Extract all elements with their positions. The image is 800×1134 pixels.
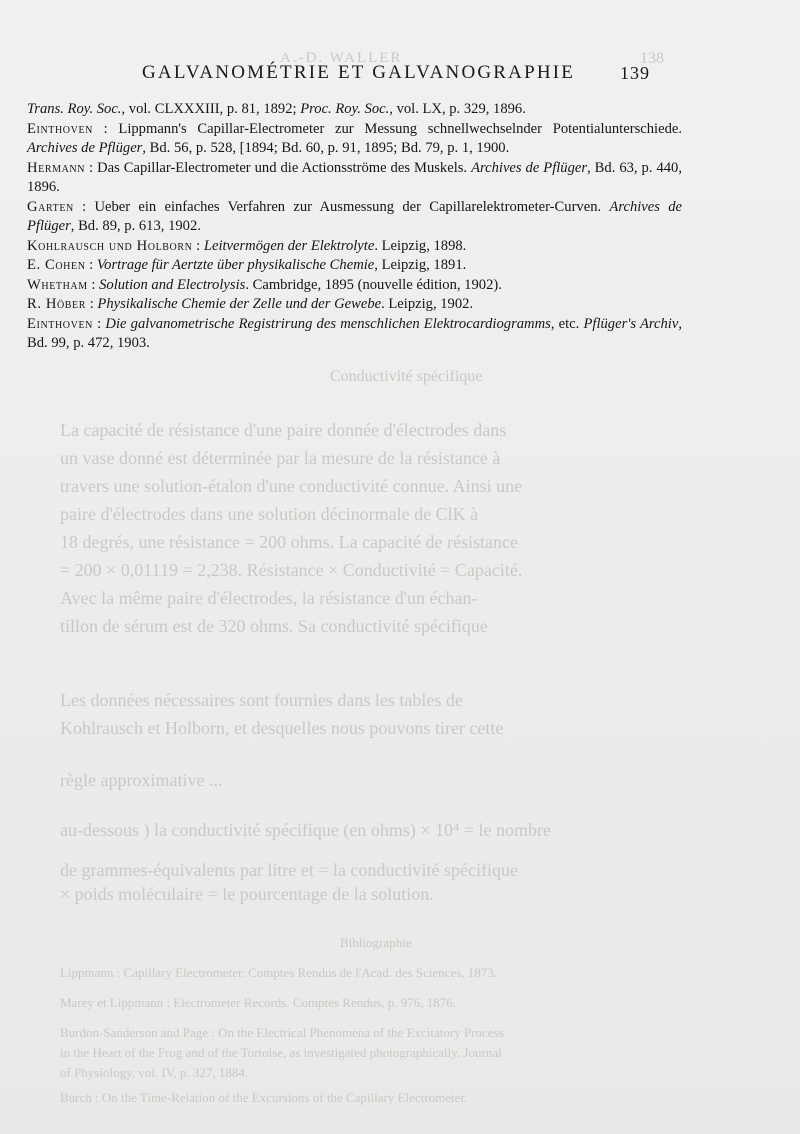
reference-text: : [86,296,98,312]
italic-title: Proc. Roy. Soc. [300,101,390,117]
reference-entry [27,276,682,296]
reference-text: , vol. LX, p. 329, 1896. [389,101,526,117]
running-title: GALVANOMÉTRIE ET GALVANOGRAPHIE [142,62,576,83]
italic-title: Die galvanometrische Registrirung des menschlichen Elektrocardiogramms [105,315,551,332]
reference-text: , Leipzig, 1891. [374,257,467,273]
author-name: E. Cohen [27,257,86,273]
author-name: Kohlrausch und Holborn [27,237,193,254]
italic-title: Vortrage für Aertzte über physikalische Chemie [96,257,375,273]
reference-entry [27,237,682,257]
italic-title: Physikalische Chemie der Zelle und der Gewebe [97,296,382,312]
author-name: Hermann [27,159,86,176]
italic-title: Pflüger's Archiv [583,315,679,332]
italic-title: Leitvermögen der Elektrolyte [203,237,375,254]
page-number: 139 [620,63,650,83]
reference-text: : [85,257,97,273]
italic-title: Archives de Pflüger [27,198,682,234]
book-page: A.-D. WALLER 138 Conductivité spécifique La capacité de résistance d'une paire donnée d'électrodes dans un vase donné est déterminée par la mesure de la résistance à travers une solution-étalon d'une conductivité connue. Ainsi une paire d'électrodes dans une solution décinormale de ClK à 18 degrés, une résistance = 200 ohms. La capacité de résistance = 200 × 0,01119 = 2,238. Résistance × Conductivité = Capacité. Avec la même paire d'électrodes, la résistance d'un échan- tillon de sérum est de 320 ohms. Sa conductivité spécifique Les données nécessaires sont fournies dans les tables de Kohlrausch et Holborn, et desquelles nous pouvons tirer cette règle approximative ... au-dessous ) la conductivité spécifique (en ohms) × 10⁴ = le nombre de grammes-équivalents par litre et = la conductivité spécifique × poids moléculaire = le pourcentage de la solution. Bibliographie Lippmann : Capillary Electrometer. Comptes Rendus de l'Acad. des Sciences, 1873. Marey et Lippmann : Electrometer Records. Comptes Rendus, p. 976, 1876. Burdon-Sanderson and Page : On the Electrical Phenomena of the Excitatory Process in the Heart of the Frog and of the Tortoise, as investigated photographically. Journal of Physiology, vol. IV, p. 327, 1884. Burch : On the Time-Relation of the Excursions of the Capillary Electrometer. GALVANOMÉTRIE ET GALVANOGRAPHIE 139 Trans. Roy. Soc., vol. CLXXXIII, p. 81, 1892; Proc. Roy. Soc., vol. LX, p. 329, 1896. Einthoven : Lippmann's Capillar-Electrometer zur Messung schnellwechselnder Potentialunterschiede. Archives de Pflüger, Bd. 56, p. 528, [1894; Bd. 60, p. 91, 1895; Bd. 79, p. 1, 1900. Hermann : Das Capillar-Electrometer und die Actionsströme des Muskels. Archives de Pflüger, Bd. 63, p. 440, 1896. Garten : Ueber ein einfaches Verfahren zur Ausmessung der Capillarelektrometer-Curven. Archives de Pflüger, Bd. 89, p. 613, 1902. Kohlrausch und Holborn : Leitvermögen der Elektrolyte. Leipzig, 1898. E. Cohen : Vortrage für Aertzte über physikalische Chemie, Leipzig, 1891. Whetham : Solution and Electrolysis. Cambridge, 1895 (nouvelle édition, 1902). R. Höber : Physikalische Chemie der Zelle und der Gewebe. Leipzig, 1902. Einthoven : Die galvanometrische Registrirung des menschlichen Elektrocardiogramms, etc. Pflüger's Archiv, Bd. 99, p. 472, 1903. [0,0,800,1134]
reference-text: , etc. [550,315,584,332]
author-name: Einthoven [27,315,93,332]
italic-title: Solution and Electrolysis [99,276,246,293]
reference-text: : [192,237,204,254]
reference-entry [27,198,682,237]
reference-text: . Leipzig, 1898. [374,237,467,254]
reference-text: : Das Capillar-Electrometer und die Actionsströme des Muskels. [85,159,472,176]
reference-text: , Bd. 56, p. 528, [1894; Bd. 60, p. 91, 1895; Bd. 79, p. 1, 1900. [142,140,510,156]
reference-text: : Lippmann's Capillar-Electrometer zur Messung schnellwechselnder Potentialunterschiede. [92,120,682,137]
page-header [0,62,800,90]
italic-title: Archives de Pflüger [471,159,588,176]
reference-text: : [92,315,106,332]
reference-text: , Bd. 99, p. 472, 1903. [27,315,682,351]
author-name: Whetham [27,276,88,293]
reference-entry [27,315,682,354]
author-name: Einthoven [27,120,93,137]
author-name: Garten [27,198,74,215]
reference-entry [27,120,682,159]
reference-text: , Bd. 89, p. 613, 1902. [70,218,201,234]
reference-text: . Cambridge, 1895 (nouvelle édition, 1902). [245,276,502,293]
italic-title: Archives de Pflüger [27,140,143,156]
reference-text: , Bd. 63, p. 440, 1896. [27,159,682,195]
reference-text: : [87,276,100,293]
author-name: R. Höber [27,296,87,312]
reference-text: . Leipzig, 1902. [381,296,474,312]
reference-text: , vol. CLXXXIII, p. 81, 1892; [121,101,301,117]
reference-entry [27,159,682,198]
reference-text: : Ueber ein einfaches Verfahren zur Ausmessung der Capillarelektrometer-Curven. [73,198,610,215]
reference-entry [27,256,682,276]
bibliography-list [27,100,682,354]
reference-entry [27,295,682,315]
reference-entry [27,100,682,120]
italic-title: Trans. Roy. Soc. [27,101,122,117]
